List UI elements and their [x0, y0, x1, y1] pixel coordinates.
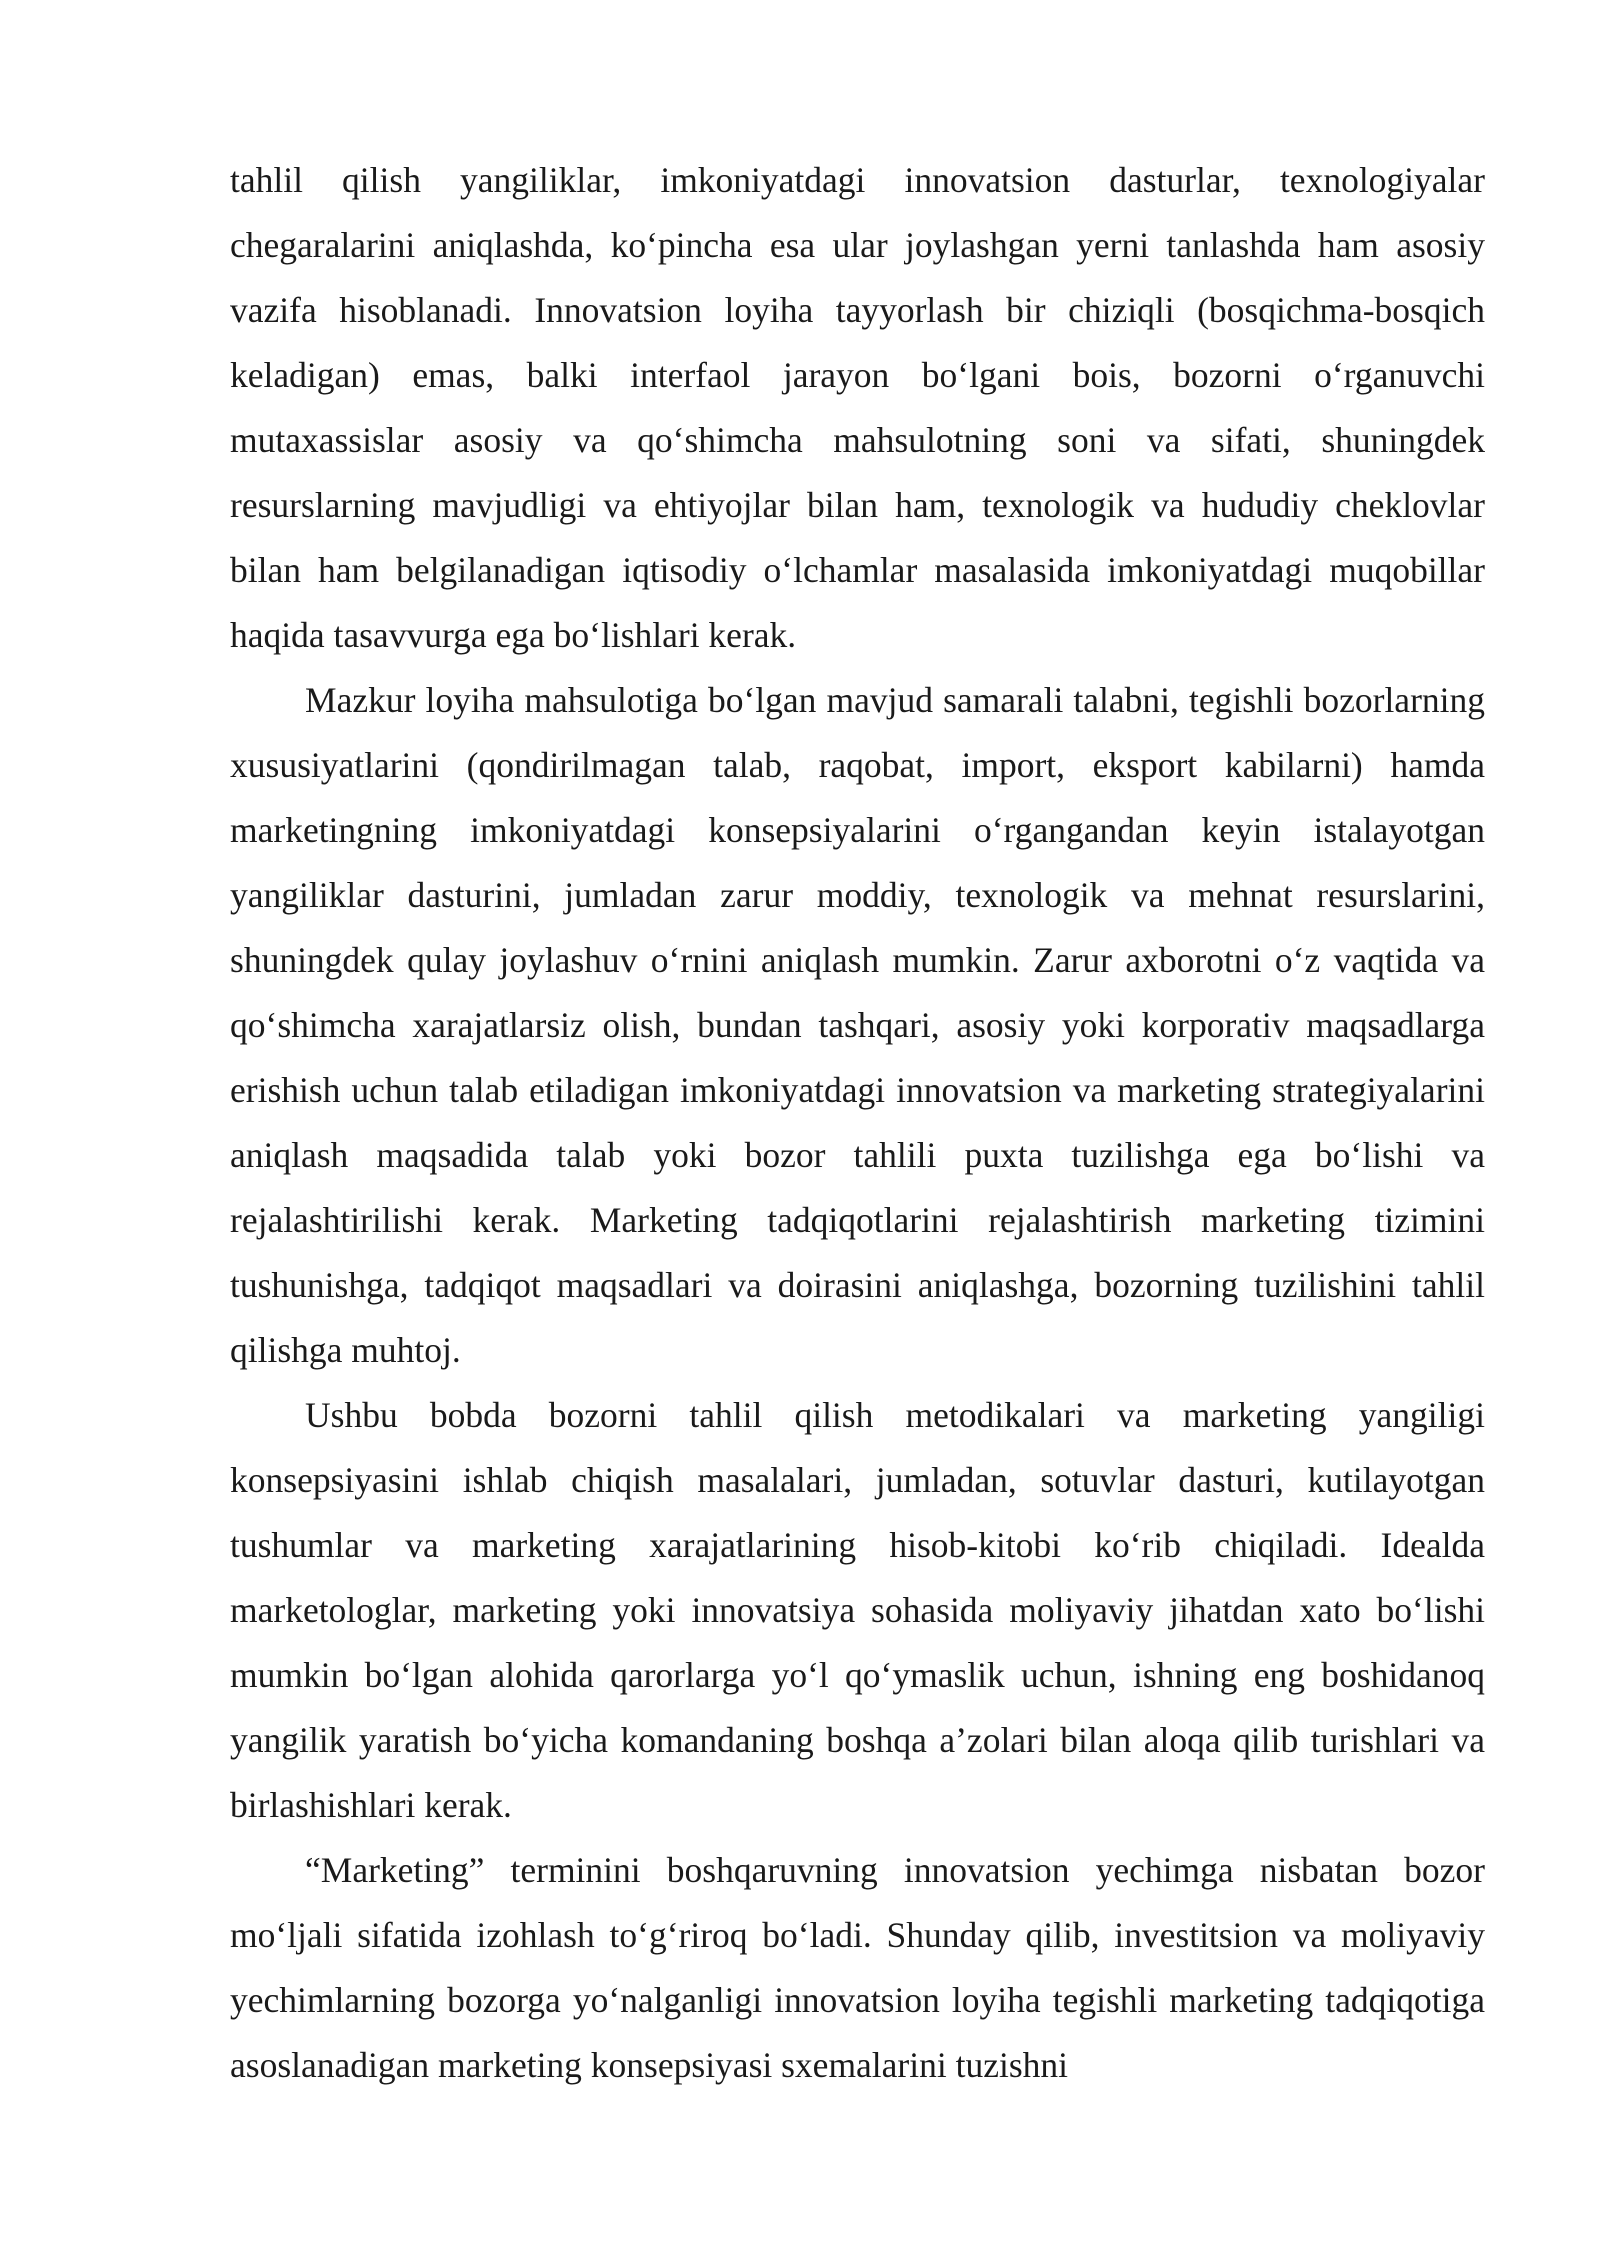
document-page — [230, 148, 1485, 2098]
paragraph-3: Ushbu bobda bozorni tahlil qilish metodikalari va marketing yangiligi konsepsiyasini ishlab chiqish masalalari, jumladan, sotuvlar dasturi, kutilayotgan tushumlar va marketing xarajatlarining hisob-kitobi ko‘rib chiqiladi. Idealda marketologlar, marketing yoki innovatsiya sohasida moliyaviy jihatdan xato bo‘lishi mumkin bo‘lgan alohida qarorlarga yo‘l qo‘ymaslik uchun, ishning eng boshidanoq yangilik yaratish bo‘yicha komandaning boshqa a’zolari bilan aloqa qilib turishlari va birlashishlari kerak. — [230, 1395, 1485, 1825]
paragraph-2: Mazkur loyiha mahsulotiga bo‘lgan mavjud samarali talabni, tegishli bozorlarning xususiyatlarini (qondirilmagan talab, raqobat, import, eksport kabilarni) hamda marketingning imkoniyatdagi konsepsiyalarini o‘rgangandan keyin istalayotgan yangiliklar dasturini, jumladan zarur moddiy, texnologik va mehnat resurslarini, shuningdek qulay joylashuv o‘rnini aniqlash mumkin. Zarur axborotni o‘z vaqtida va qo‘shimcha xarajatlarsiz olish, bundan tashqari, asosiy yoki korporativ maqsadlarga erishish uchun talab etiladigan imkoniyatdagi innovatsion va marketing strategiyalarini aniqlash maqsadida talab yoki bozor tahlili puxta tuzilishga ega bo‘lishi va rejalashtirilishi kerak. Marketing tadqiqotlarini rejalashtirish marketing tizimini tushunishga, tadqiqot maqsadlari va doirasini aniqlashga, bozorning tuzilishini tahlil qilishga muhtoj. — [230, 680, 1485, 1370]
paragraph-1: tahlil qilish yangiliklar, imkoniyatdagi innovatsion dasturlar, texnologiyalar chegaralarini aniqlashda, ko‘pincha esa ular joylashgan yerni tanlashda ham asosiy vazifa hisoblanadi. Innovatsion loyiha tayyorlash bir chiziqli (bosqichma-bosqich keladigan) emas, balki interfaol jarayon bo‘lgani bois, bozorni o‘rganuvchi mutaxassislar asosiy va qo‘shimcha mahsulotning soni va sifati, shuningdek resurslarning mavjudligi va ehtiyojlar bilan ham, texnologik va hududiy cheklovlar bilan ham belgilanadigan iqtisodiy o‘lchamlar masalasida imkoniyatdagi muqobillar haqida tasavvurga ega bo‘lishlari kerak. — [230, 160, 1485, 655]
paragraph-4: “Marketing” terminini boshqaruvning innovatsion yechimga nisbatan bozor mo‘ljali sifatida izohlash to‘g‘riroq bo‘ladi. Shunday qilib, investitsion va moliyaviy yechimlarning bozorga yo‘nalganligi innovatsion loyiha tegishli marketing tadqiqotiga asoslanadigan marketing konsepsiyasi sxemalarini tuzishni — [230, 1850, 1485, 2085]
